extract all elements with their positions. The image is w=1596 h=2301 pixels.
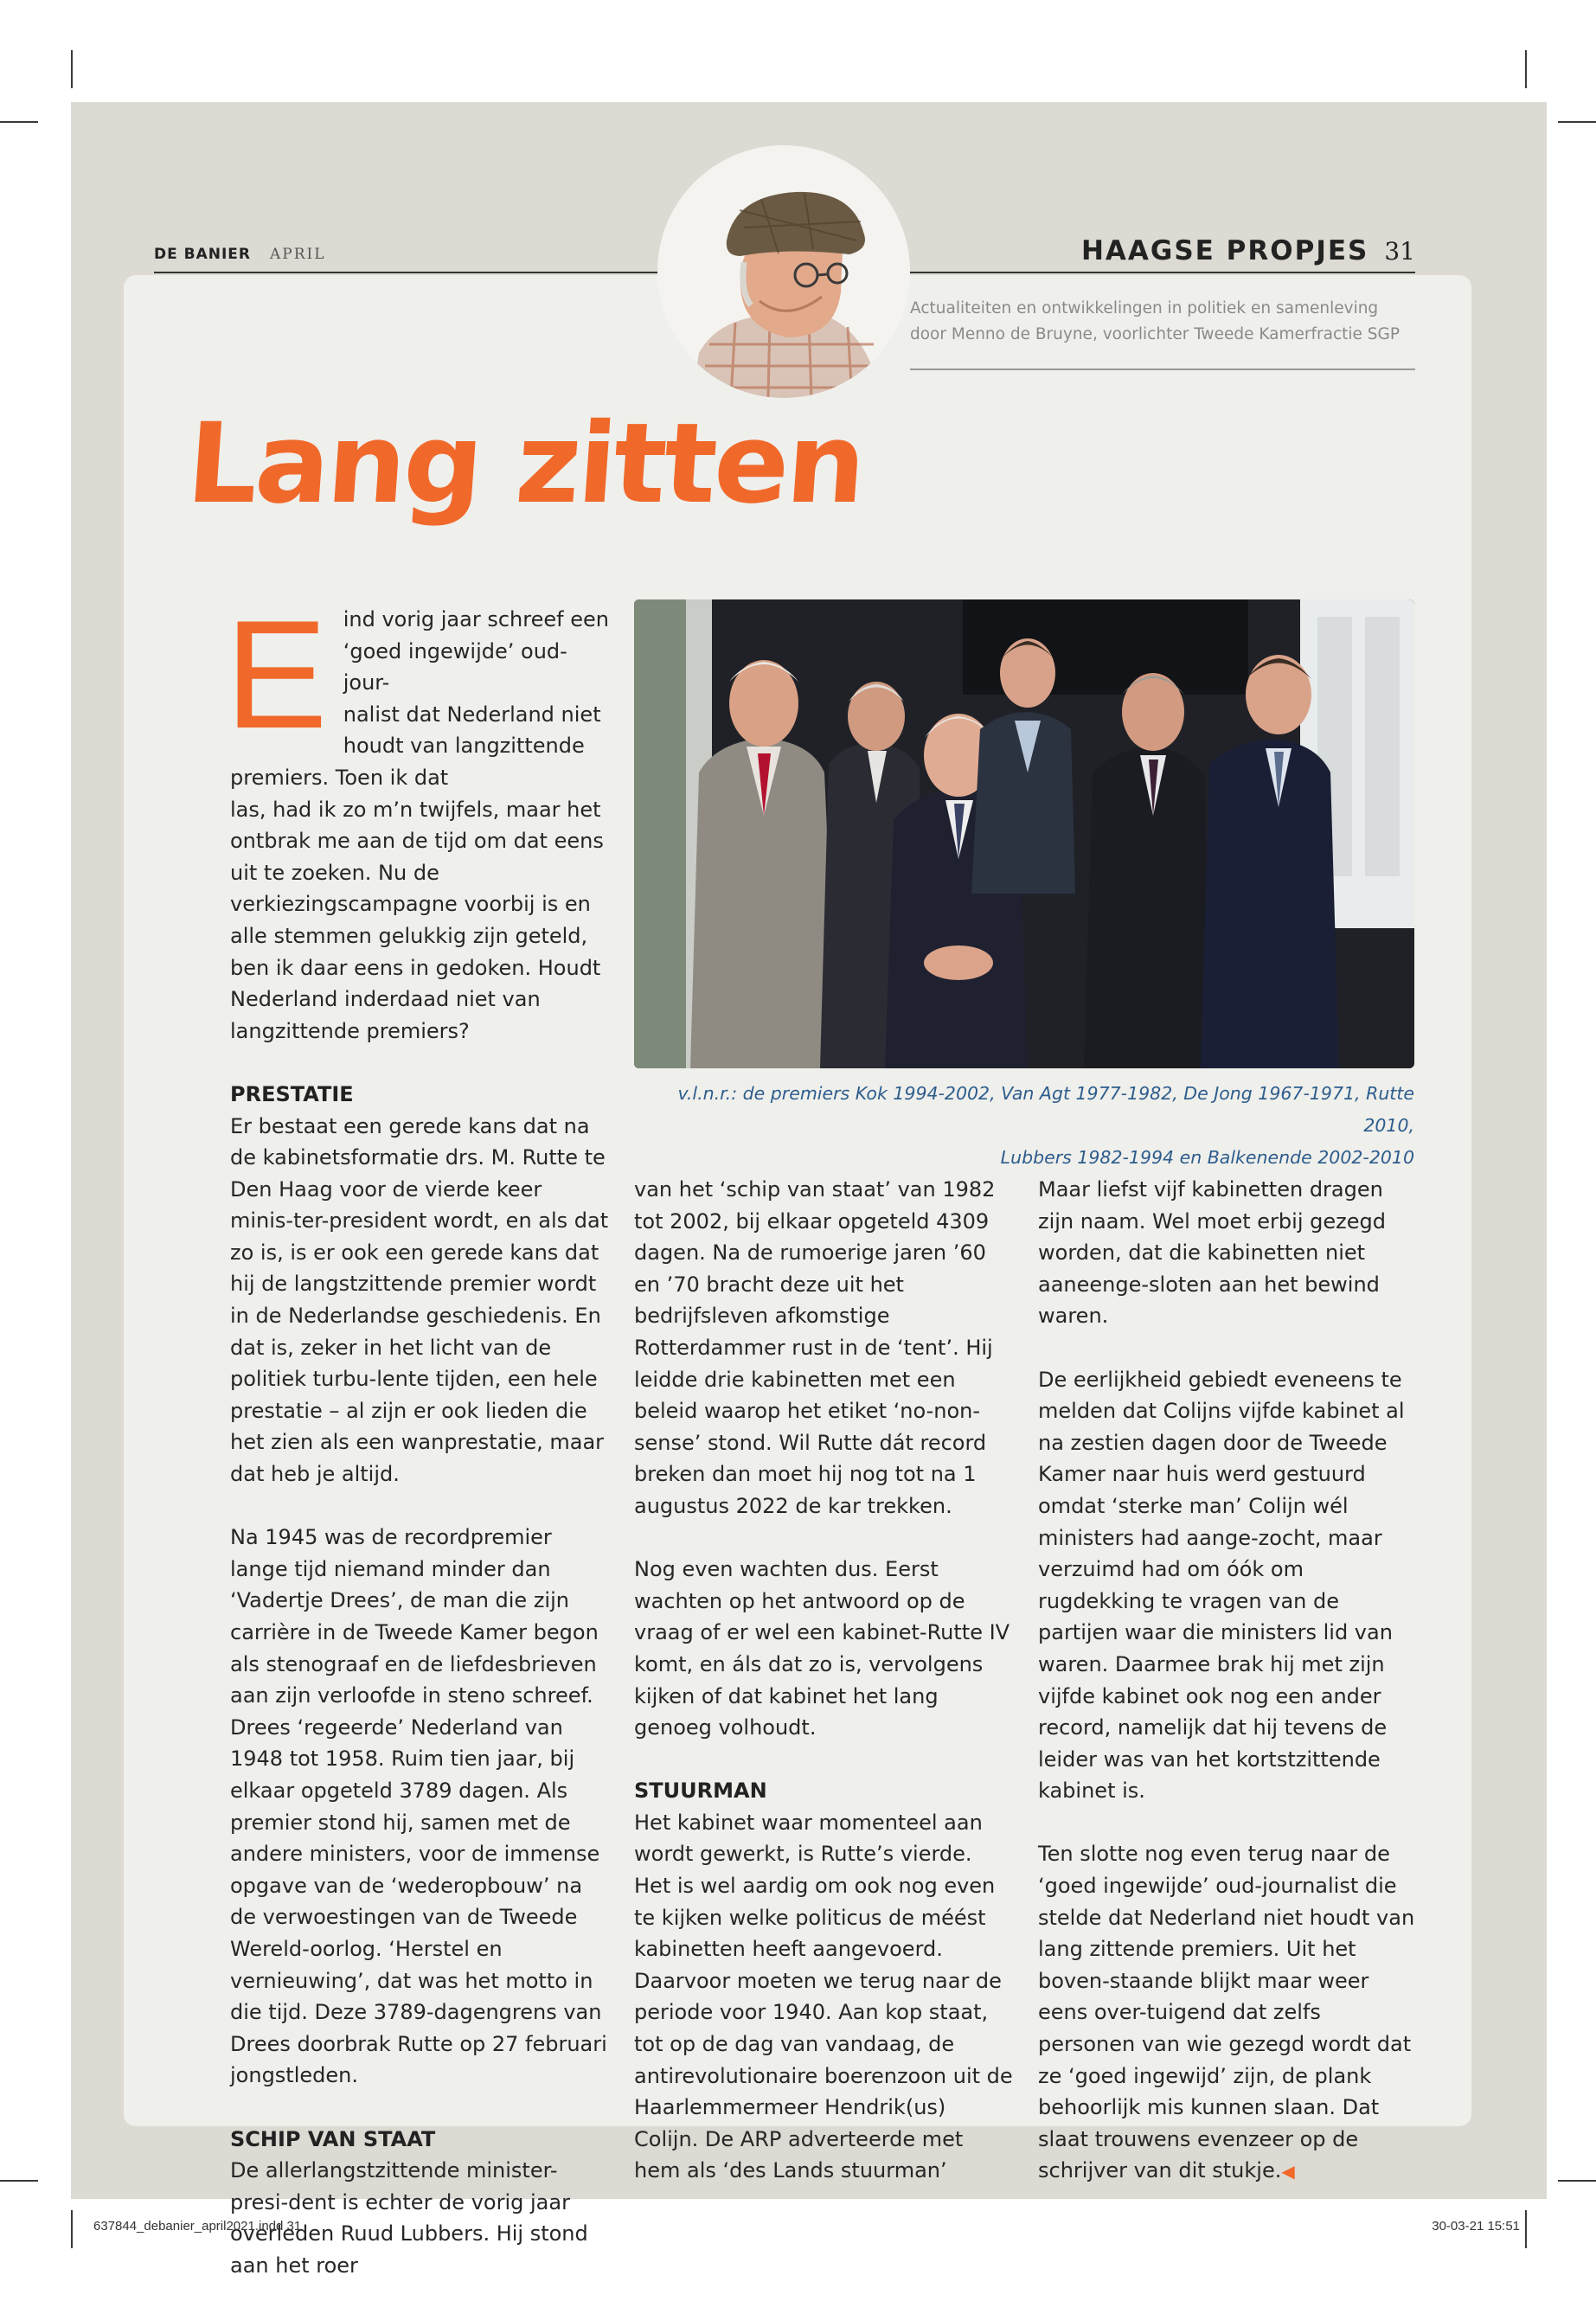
subheading-schip-van-staat: SCHIP VAN STAAT bbox=[230, 2126, 436, 2151]
crop-mark bbox=[0, 121, 38, 123]
body-paragraph bbox=[1038, 1838, 1419, 2188]
group-photo bbox=[634, 599, 1414, 1068]
body-paragraph: Nog even wachten dus. Eerst wachten op het antwoord op de vraag of er wel een kabinet-Rutte IV komt, en áls dat zo is, vervolgens kijken of dat kabinet het lang genoeg volhoudt. bbox=[634, 1557, 1010, 1740]
file-slug: 637844_debanier_april2021.indd 31 bbox=[93, 2219, 302, 2234]
intro-paragraph: las, had ik zo m’n twijfels, maar het ontbrak me aan de tijd om dat eens uit te zoeken. Nu de verkiezingscampagne voorbij is en alle stemmen gelukkig zijn geteld, ben ik daar eens in gedoken. Houdt Nederland inderdaad niet van langzittende premiers? bbox=[230, 797, 604, 1043]
subtitle-rule bbox=[910, 369, 1415, 370]
body-paragraph: De allerlangstzittende minister-presi-dent is echter de vorig jaar overleden Ruud Lubbers. Hij stond aan het roer bbox=[230, 2158, 588, 2278]
body-paragraph: Na 1945 was de recordpremier lange tijd niemand minder dan ‘Vadertje Drees’, de man die zijn carrière in de Tweede Kamer begon als stenograaf en de liefdesbrieven aan zijn verloofde in steno schreef. Drees ‘regeerde’ Nederland van 1948 tot 1958. Ruim tien jaar, bij elkaar opgeteld 3789 dagen. Als premier stond hij, samen met de andere ministers, voor de immense opgave van de ‘wederopbouw’ na de verwoestingen van de Tweede Wereld-oorlog. ‘Herstel en vernieuwing’, dat was het motto in die tijd. Deze 3789-dagengrens van Drees doorbrak Rutte op 27 februari jongstleden. bbox=[230, 1525, 607, 2088]
crop-mark bbox=[1558, 121, 1596, 123]
crop-mark bbox=[1525, 50, 1527, 88]
header-rule-left bbox=[154, 272, 657, 273]
page-number: 31 bbox=[1384, 237, 1415, 266]
intro-line: ‘goed ingewijde’ oud-jour- bbox=[343, 638, 567, 695]
author-portrait bbox=[657, 145, 910, 398]
crop-mark bbox=[1525, 2210, 1527, 2248]
issue-month: APRIL bbox=[270, 246, 326, 263]
article-column-1 bbox=[225, 588, 611, 2281]
photo-caption: v.l.n.r.: de premiers Kok 1994-2002, Van Agt 1977-1982, De Jong 1967-1971, Rutte 2010, Lubbers 1982-1994 en Balkenende 2002-2010 bbox=[677, 1083, 1414, 1168]
group-photo-illustration bbox=[634, 599, 1414, 1068]
section-title: HAAGSE PROPJES bbox=[1080, 235, 1369, 266]
end-mark-icon: ◀ bbox=[1281, 2161, 1295, 2182]
closing-paragraph: Ten slotte nog even terug naar de ‘goed ingewijde’ oud-journalist die stelde dat Nederland niet houdt van lang zittende premiers. Uit het boven-staande blijkt maar weer eens over-tuigend dat zelfs personen van wie gezegd wordt dat ze ‘goed ingewijd’ zijn, de plank behoorlijk mis kunnen slaan. Dat slaat trouwens evenzeer op de schrijver van dit stukje. bbox=[1038, 1842, 1415, 2183]
header-rule-right bbox=[908, 272, 1415, 273]
body-paragraph: Maar liefst vijf kabinetten dragen zijn naam. Wel moet erbij gezegd worden, dat die kabinetten niet aaneenge-sloten aan het bewind waren. bbox=[1038, 1177, 1386, 1329]
body-paragraph: De eerlijkheid gebiedt eveneens te melden dat Colijns vijfde kabinet al na zestien dagen door de Tweede Kamer naar huis werd gestuurd omdat ‘sterke man’ Colijn wél ministers had aange-zocht, maar verzuimd had om óók om rugdekking te vragen van de partijen waar die ministers lid van waren. Daarmee brak hij met zijn vijfde kabinet ook nog een ander record, namelijk dat hij tevens de leider was van het kortstzittende kabinet is. bbox=[1038, 1367, 1405, 1804]
crop-mark bbox=[0, 2180, 38, 2182]
drop-cap: E bbox=[225, 588, 328, 760]
body-paragraph: Er bestaat een gerede kans dat na de kabinetsformatie drs. M. Rutte te Den Haag voor de vierde keer minis-ter-president wordt, en als dat zo is, is er ook een gerede kans dat hij de langstzittende premier wordt in de Nederlandse geschiedenis. En dat is, zeker in het licht van de politiek turbu-lente tijden, een hele prestatie – al zijn er ook lieden die het zien als een wanprestatie, maar dat heb je altijd. bbox=[230, 1113, 609, 1487]
running-header-left bbox=[154, 246, 326, 263]
intro-line: houdt van langzittende bbox=[343, 734, 585, 759]
author-portrait-illustration bbox=[657, 145, 910, 398]
subheading-prestatie: PRESTATIE bbox=[230, 1081, 354, 1106]
intro-line: ind vorig jaar schreef een bbox=[343, 607, 609, 631]
section-header bbox=[1081, 235, 1415, 266]
section-subtitle: Actualiteiten en ontwikkelingen in politiek en samenleving door Menno de Bruyne, voorlichter Tweede Kamerfractie SGP bbox=[910, 299, 1401, 343]
intro-line: premiers. Toen ik dat bbox=[230, 765, 449, 790]
magazine-name: DE BANIER bbox=[154, 246, 252, 263]
crop-mark bbox=[71, 50, 73, 88]
article-column-3 bbox=[1038, 1174, 1419, 2188]
article-title: Lang zitten bbox=[183, 400, 868, 529]
subheading-stuurman: STUURMAN bbox=[634, 1779, 767, 1804]
body-paragraph: Het kabinet waar momenteel aan wordt gewerkt, is Rutte’s vierde. Het is wel aardig om ook nog even te kijken welke politicus de méést kabinetten heeft aangevoerd. Daarvoor moeten we terug naar de periode voor 1940. Aan kop staat, tot op de dag van vandaag, de antirevolutionaire boerenzoon uit de Haarlemmermeer Hendrik(us) Colijn. De ARP adverteerde met hem als ‘des Lands stuurman’ bbox=[634, 1810, 1013, 2183]
crop-mark bbox=[1558, 2180, 1596, 2182]
article-column-2 bbox=[634, 1174, 1015, 2187]
body-paragraph: van het ‘schip van staat’ van 1982 tot 2002, bij elkaar opgeteld 4309 dagen. Na de rumoerige jaren ’60 en ’70 bracht deze uit het bedrijfsleven afkomstige Rotterdammer rust in de ‘tent’. Hij leidde drie kabinetten met een beleid waarop het etiket ‘no-non-sense’ stond. Wil Rutte dát record breken dan moet hij nog tot na 1 augustus 2022 de kar trekken. bbox=[634, 1177, 996, 1518]
print-timestamp: 30-03-21 15:51 bbox=[1432, 2219, 1520, 2234]
intro-line: nalist dat Nederland niet bbox=[343, 702, 601, 727]
crop-mark bbox=[71, 2210, 73, 2248]
